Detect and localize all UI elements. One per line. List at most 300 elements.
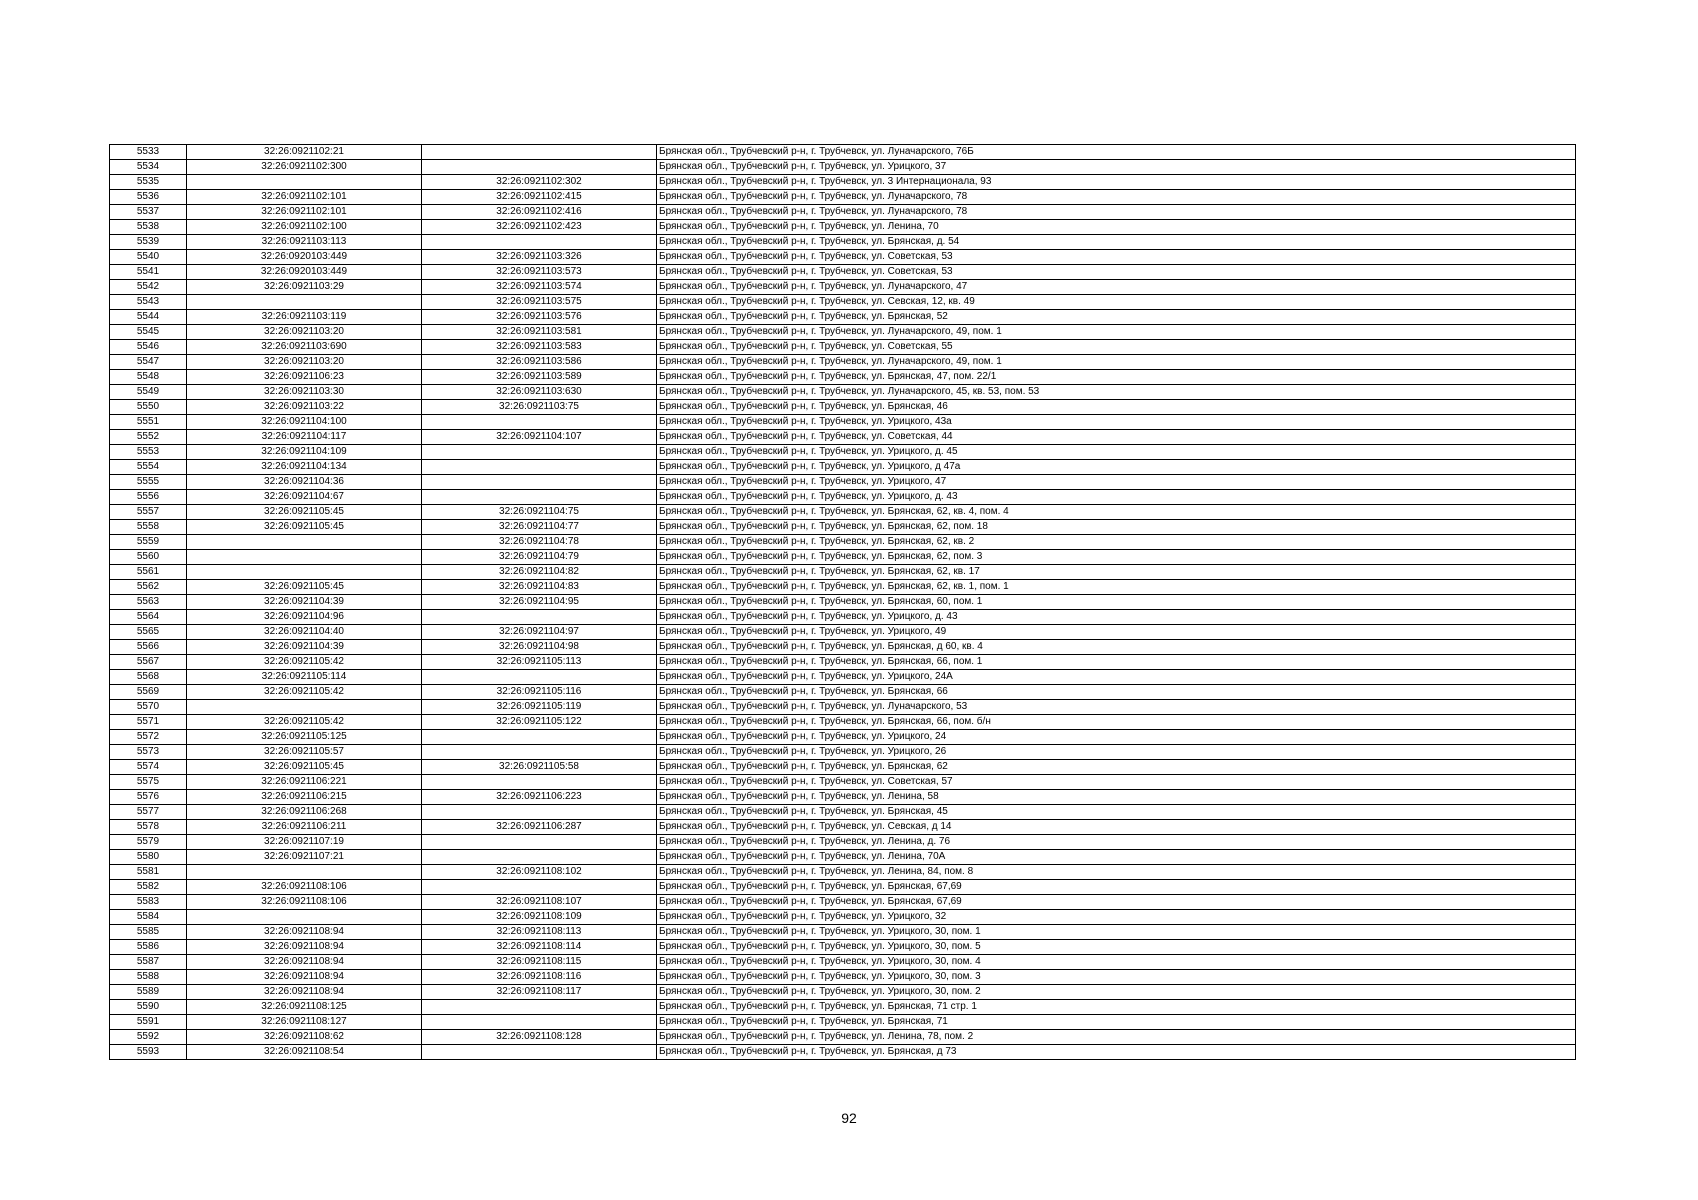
address-cell: Брянская обл., Трубчевский р-н, г. Трубчевск, ул. Урицкого, 24А: [657, 670, 1576, 685]
parcel-cadastral-number-cell: 32:26:0921106:221: [187, 775, 422, 790]
address-cell: Брянская обл., Трубчевский р-н, г. Трубчевск, ул. Брянская, 62, пом. 3: [657, 550, 1576, 565]
table-row: [110, 250, 1576, 265]
parcel-cadastral-number-cell: 32:26:0921108:106: [187, 880, 422, 895]
parcel-cadastral-number-cell: 32:26:0920103:449: [187, 265, 422, 280]
table-row: [110, 535, 1576, 550]
address-cell: Брянская обл., Трубчевский р-н, г. Трубчевск, ул. Луначарского, 49, пом. 1: [657, 325, 1576, 340]
parcel-cadastral-number-cell: [187, 910, 422, 925]
parcel-cadastral-number-cell: 32:26:0921107:19: [187, 835, 422, 850]
object-cadastral-number-cell: [422, 730, 657, 745]
address-cell: Брянская обл., Трубчевский р-н, г. Трубчевск, ул. Брянская, 62, кв. 2: [657, 535, 1576, 550]
row-number-cell: 5547: [110, 355, 187, 370]
object-cadastral-number-cell: [422, 445, 657, 460]
parcel-cadastral-number-cell: [187, 175, 422, 190]
row-number-cell: 5571: [110, 715, 187, 730]
table-row: [110, 280, 1576, 295]
row-number-cell: 5591: [110, 1015, 187, 1030]
address-cell: Брянская обл., Трубчевский р-н, г. Трубчевск, ул. Советская, 55: [657, 340, 1576, 355]
table-row: [110, 1045, 1576, 1060]
table-row: [110, 370, 1576, 385]
row-number-cell: 5569: [110, 685, 187, 700]
object-cadastral-number-cell: 32:26:0921103:575: [422, 295, 657, 310]
parcel-cadastral-number-cell: 32:26:0920103:449: [187, 250, 422, 265]
object-cadastral-number-cell: 32:26:0921108:102: [422, 865, 657, 880]
address-cell: Брянская обл., Трубчевский р-н, г. Трубчевск, ул. Советская, 53: [657, 265, 1576, 280]
table-row: [110, 835, 1576, 850]
object-cadastral-number-cell: 32:26:0921104:98: [422, 640, 657, 655]
parcel-cadastral-number-cell: 32:26:0921106:215: [187, 790, 422, 805]
table-row: [110, 655, 1576, 670]
row-number-cell: 5543: [110, 295, 187, 310]
row-number-cell: 5568: [110, 670, 187, 685]
object-cadastral-number-cell: 32:26:0921106:223: [422, 790, 657, 805]
row-number-cell: 5555: [110, 475, 187, 490]
object-cadastral-number-cell: [422, 415, 657, 430]
object-cadastral-number-cell: 32:26:0921105:122: [422, 715, 657, 730]
object-cadastral-number-cell: [422, 1045, 657, 1060]
row-number-cell: 5538: [110, 220, 187, 235]
address-cell: Брянская обл., Трубчевский р-н, г. Трубчевск, ул. Урицкого, 47: [657, 475, 1576, 490]
address-cell: Брянская обл., Трубчевский р-н, г. Трубчевск, ул. Брянская, 66, пом. 1: [657, 655, 1576, 670]
parcel-cadastral-number-cell: 32:26:0921103:113: [187, 235, 422, 250]
object-cadastral-number-cell: [422, 1015, 657, 1030]
object-cadastral-number-cell: [422, 475, 657, 490]
table-row: [110, 520, 1576, 535]
object-cadastral-number-cell: 32:26:0921103:576: [422, 310, 657, 325]
table-row: [110, 475, 1576, 490]
object-cadastral-number-cell: 32:26:0921104:97: [422, 625, 657, 640]
table-row: [110, 640, 1576, 655]
address-cell: Брянская обл., Трубчевский р-н, г. Трубчевск, ул. Брянская, 52: [657, 310, 1576, 325]
row-number-cell: 5577: [110, 805, 187, 820]
parcel-cadastral-number-cell: 32:26:0921108:127: [187, 1015, 422, 1030]
address-cell: Брянская обл., Трубчевский р-н, г. Трубчевск, ул. Урицкого, 30, пом. 3: [657, 970, 1576, 985]
table-row: [110, 775, 1576, 790]
object-cadastral-number-cell: 32:26:0921103:75: [422, 400, 657, 415]
parcel-cadastral-number-cell: 32:26:0921105:42: [187, 655, 422, 670]
address-cell: Брянская обл., Трубчевский р-н, г. Трубчевск, ул. Урицкого, 37: [657, 160, 1576, 175]
row-number-cell: 5583: [110, 895, 187, 910]
row-number-cell: 5584: [110, 910, 187, 925]
object-cadastral-number-cell: [422, 160, 657, 175]
object-cadastral-number-cell: 32:26:0921102:302: [422, 175, 657, 190]
row-number-cell: 5570: [110, 700, 187, 715]
address-cell: Брянская обл., Трубчевский р-н, г. Трубчевск, ул. Урицкого, 43а: [657, 415, 1576, 430]
object-cadastral-number-cell: 32:26:0921105:113: [422, 655, 657, 670]
object-cadastral-number-cell: 32:26:0921103:630: [422, 385, 657, 400]
parcel-cadastral-number-cell: 32:26:0921104:117: [187, 430, 422, 445]
object-cadastral-number-cell: 32:26:0921104:78: [422, 535, 657, 550]
row-number-cell: 5549: [110, 385, 187, 400]
parcel-cadastral-number-cell: [187, 535, 422, 550]
address-cell: Брянская обл., Трубчевский р-н, г. Трубчевск, ул. Севская, 12, кв. 49: [657, 295, 1576, 310]
object-cadastral-number-cell: [422, 880, 657, 895]
table-row: [110, 790, 1576, 805]
address-cell: Брянская обл., Трубчевский р-н, г. Трубчевск, ул. Урицкого, 49: [657, 625, 1576, 640]
parcel-cadastral-number-cell: 32:26:0921103:30: [187, 385, 422, 400]
row-number-cell: 5542: [110, 280, 187, 295]
row-number-cell: 5567: [110, 655, 187, 670]
table-row: [110, 1000, 1576, 1015]
object-cadastral-number-cell: 32:26:0921108:116: [422, 970, 657, 985]
row-number-cell: 5534: [110, 160, 187, 175]
object-cadastral-number-cell: 32:26:0921103:574: [422, 280, 657, 295]
parcel-cadastral-number-cell: 32:26:0921105:114: [187, 670, 422, 685]
address-cell: Брянская обл., Трубчевский р-н, г. Трубчевск, ул. Брянская, 46: [657, 400, 1576, 415]
object-cadastral-number-cell: [422, 670, 657, 685]
table-row: [110, 490, 1576, 505]
address-cell: Брянская обл., Трубчевский р-н, г. Трубчевск, ул. Брянская, 66: [657, 685, 1576, 700]
address-cell: Брянская обл., Трубчевский р-н, г. Трубчевск, ул. Брянская, 67,69: [657, 895, 1576, 910]
object-cadastral-number-cell: 32:26:0921108:128: [422, 1030, 657, 1045]
parcel-cadastral-number-cell: 32:26:0921108:54: [187, 1045, 422, 1060]
parcel-cadastral-number-cell: 32:26:0921108:94: [187, 970, 422, 985]
table-row: [110, 595, 1576, 610]
parcel-cadastral-number-cell: 32:26:0921105:45: [187, 520, 422, 535]
address-cell: Брянская обл., Трубчевский р-н, г. Трубчевск, ул. Брянская, 62, кв. 1, пом. 1: [657, 580, 1576, 595]
table-row: [110, 190, 1576, 205]
parcel-cadastral-number-cell: [187, 295, 422, 310]
object-cadastral-number-cell: 32:26:0921103:326: [422, 250, 657, 265]
address-cell: Брянская обл., Трубчевский р-н, г. Трубчевск, ул. Луначарского, 76Б: [657, 145, 1576, 160]
object-cadastral-number-cell: 32:26:0921103:583: [422, 340, 657, 355]
object-cadastral-number-cell: 32:26:0921103:573: [422, 265, 657, 280]
parcel-cadastral-number-cell: 32:26:0921105:45: [187, 580, 422, 595]
address-cell: Брянская обл., Трубчевский р-н, г. Трубчевск, ул. Брянская, д 73: [657, 1045, 1576, 1060]
address-cell: Брянская обл., Трубчевский р-н, г. Трубчевск, ул. Ленина, 70А: [657, 850, 1576, 865]
row-number-cell: 5540: [110, 250, 187, 265]
table-row: [110, 1015, 1576, 1030]
address-cell: Брянская обл., Трубчевский р-н, г. Трубчевск, ул. Урицкого, 30, пом. 4: [657, 955, 1576, 970]
table-row: [110, 880, 1576, 895]
row-number-cell: 5592: [110, 1030, 187, 1045]
row-number-cell: 5560: [110, 550, 187, 565]
address-cell: Брянская обл., Трубчевский р-н, г. Трубчевск, ул. Брянская, д 60, кв. 4: [657, 640, 1576, 655]
row-number-cell: 5554: [110, 460, 187, 475]
table-row: [110, 745, 1576, 760]
address-cell: Брянская обл., Трубчевский р-н, г. Трубчевск, ул. Брянская, 62: [657, 760, 1576, 775]
address-cell: Брянская обл., Трубчевский р-н, г. Трубчевск, ул. Советская, 57: [657, 775, 1576, 790]
address-cell: Брянская обл., Трубчевский р-н, г. Трубчевск, ул. Урицкого, д. 43: [657, 490, 1576, 505]
table-row: [110, 295, 1576, 310]
parcel-cadastral-number-cell: 32:26:0921105:42: [187, 685, 422, 700]
object-cadastral-number-cell: [422, 490, 657, 505]
address-cell: Брянская обл., Трубчевский р-н, г. Трубчевск, ул. Севская, д 14: [657, 820, 1576, 835]
parcel-cadastral-number-cell: 32:26:0921103:29: [187, 280, 422, 295]
table-row: [110, 700, 1576, 715]
object-cadastral-number-cell: 32:26:0921104:75: [422, 505, 657, 520]
address-cell: Брянская обл., Трубчевский р-н, г. Трубчевск, ул. Луначарского, 78: [657, 190, 1576, 205]
object-cadastral-number-cell: 32:26:0921108:107: [422, 895, 657, 910]
parcel-cadastral-number-cell: 32:26:0921104:67: [187, 490, 422, 505]
row-number-cell: 5575: [110, 775, 187, 790]
row-number-cell: 5563: [110, 595, 187, 610]
address-cell: Брянская обл., Трубчевский р-н, г. Трубчевск, ул. Луначарского, 45, кв. 53, пом. 53: [657, 385, 1576, 400]
parcel-cadastral-number-cell: 32:26:0921104:40: [187, 625, 422, 640]
parcel-cadastral-number-cell: [187, 550, 422, 565]
address-cell: Брянская обл., Трубчевский р-н, г. Трубчевск, ул. Брянская, 62, пом. 18: [657, 520, 1576, 535]
address-cell: Брянская обл., Трубчевский р-н, г. Трубчевск, ул. Брянская, 60, пом. 1: [657, 595, 1576, 610]
table-row: [110, 355, 1576, 370]
address-cell: Брянская обл., Трубчевский р-н, г. Трубчевск, ул. Брянская, 62, кв. 4, пом. 4: [657, 505, 1576, 520]
parcel-cadastral-number-cell: [187, 565, 422, 580]
object-cadastral-number-cell: [422, 1000, 657, 1015]
object-cadastral-number-cell: 32:26:0921103:586: [422, 355, 657, 370]
row-number-cell: 5535: [110, 175, 187, 190]
table-row: [110, 205, 1576, 220]
object-cadastral-number-cell: 32:26:0921103:581: [422, 325, 657, 340]
object-cadastral-number-cell: 32:26:0921106:287: [422, 820, 657, 835]
row-number-cell: 5581: [110, 865, 187, 880]
address-cell: Брянская обл., Трубчевский р-н, г. Трубчевск, ул. Брянская, 45: [657, 805, 1576, 820]
object-cadastral-number-cell: 32:26:0921102:415: [422, 190, 657, 205]
row-number-cell: 5582: [110, 880, 187, 895]
row-number-cell: 5588: [110, 970, 187, 985]
object-cadastral-number-cell: 32:26:0921105:116: [422, 685, 657, 700]
object-cadastral-number-cell: 32:26:0921104:107: [422, 430, 657, 445]
table-row: [110, 715, 1576, 730]
row-number-cell: 5559: [110, 535, 187, 550]
table-row: [110, 955, 1576, 970]
parcel-cadastral-number-cell: 32:26:0921105:42: [187, 715, 422, 730]
parcel-cadastral-number-cell: 32:26:0921102:300: [187, 160, 422, 175]
row-number-cell: 5545: [110, 325, 187, 340]
row-number-cell: 5578: [110, 820, 187, 835]
object-cadastral-number-cell: [422, 745, 657, 760]
address-cell: Брянская обл., Трубчевский р-н, г. Трубчевск, ул. Луначарского, 47: [657, 280, 1576, 295]
parcel-cadastral-number-cell: 32:26:0921104:96: [187, 610, 422, 625]
parcel-cadastral-number-cell: 32:26:0921105:45: [187, 760, 422, 775]
row-number-cell: 5553: [110, 445, 187, 460]
parcel-cadastral-number-cell: 32:26:0921102:21: [187, 145, 422, 160]
registry-table-body: [110, 145, 1576, 1060]
parcel-cadastral-number-cell: 32:26:0921103:20: [187, 355, 422, 370]
table-row: [110, 820, 1576, 835]
object-cadastral-number-cell: 32:26:0921103:589: [422, 370, 657, 385]
row-number-cell: 5544: [110, 310, 187, 325]
parcel-cadastral-number-cell: 32:26:0921108:62: [187, 1030, 422, 1045]
address-cell: Брянская обл., Трубчевский р-н, г. Трубчевск, ул. Брянская, 47, пом. 22/1: [657, 370, 1576, 385]
table-row: [110, 625, 1576, 640]
address-cell: Брянская обл., Трубчевский р-н, г. Трубчевск, ул. Брянская, 67,69: [657, 880, 1576, 895]
parcel-cadastral-number-cell: 32:26:0921105:125: [187, 730, 422, 745]
parcel-cadastral-number-cell: 32:26:0921108:94: [187, 925, 422, 940]
parcel-cadastral-number-cell: 32:26:0921107:21: [187, 850, 422, 865]
table-row: [110, 220, 1576, 235]
row-number-cell: 5552: [110, 430, 187, 445]
object-cadastral-number-cell: 32:26:0921108:114: [422, 940, 657, 955]
table-row: [110, 340, 1576, 355]
table-row: [110, 400, 1576, 415]
row-number-cell: 5590: [110, 1000, 187, 1015]
row-number-cell: 5572: [110, 730, 187, 745]
parcel-cadastral-number-cell: 32:26:0921108:94: [187, 955, 422, 970]
table-row: [110, 940, 1576, 955]
table-row: [110, 235, 1576, 250]
object-cadastral-number-cell: [422, 835, 657, 850]
row-number-cell: 5561: [110, 565, 187, 580]
row-number-cell: 5573: [110, 745, 187, 760]
object-cadastral-number-cell: [422, 235, 657, 250]
parcel-cadastral-number-cell: 32:26:0921102:101: [187, 205, 422, 220]
object-cadastral-number-cell: 32:26:0921108:113: [422, 925, 657, 940]
parcel-cadastral-number-cell: 32:26:0921108:94: [187, 940, 422, 955]
table-row: [110, 925, 1576, 940]
row-number-cell: 5587: [110, 955, 187, 970]
address-cell: Брянская обл., Трубчевский р-н, г. Трубчевск, ул. Урицкого, 32: [657, 910, 1576, 925]
row-number-cell: 5539: [110, 235, 187, 250]
row-number-cell: 5566: [110, 640, 187, 655]
address-cell: Брянская обл., Трубчевский р-н, г. Трубчевск, ул. Ленина, 84, пом. 8: [657, 865, 1576, 880]
address-cell: Брянская обл., Трубчевский р-н, г. Трубчевск, ул. Советская, 53: [657, 250, 1576, 265]
address-cell: Брянская обл., Трубчевский р-н, г. Трубчевск, ул. Урицкого, д. 43: [657, 610, 1576, 625]
address-cell: Брянская обл., Трубчевский р-н, г. Трубчевск, ул. Брянская, 71: [657, 1015, 1576, 1030]
table-row: [110, 415, 1576, 430]
table-row: [110, 685, 1576, 700]
address-cell: Брянская обл., Трубчевский р-н, г. Трубчевск, ул. Ленина, 78, пом. 2: [657, 1030, 1576, 1045]
table-row: [110, 445, 1576, 460]
row-number-cell: 5589: [110, 985, 187, 1000]
parcel-cadastral-number-cell: 32:26:0921103:22: [187, 400, 422, 415]
table-row: [110, 730, 1576, 745]
object-cadastral-number-cell: 32:26:0921108:117: [422, 985, 657, 1000]
table-row: [110, 175, 1576, 190]
registry-table: [109, 144, 1576, 1060]
address-cell: Брянская обл., Трубчевский р-н, г. Трубчевск, ул. 3 Интернационала, 93: [657, 175, 1576, 190]
object-cadastral-number-cell: [422, 460, 657, 475]
address-cell: Брянская обл., Трубчевский р-н, г. Трубчевск, ул. Брянская, 66, пом. б/н: [657, 715, 1576, 730]
parcel-cadastral-number-cell: 32:26:0921105:57: [187, 745, 422, 760]
address-cell: Брянская обл., Трубчевский р-н, г. Трубчевск, ул. Урицкого, 30, пом. 2: [657, 985, 1576, 1000]
row-number-cell: 5558: [110, 520, 187, 535]
row-number-cell: 5576: [110, 790, 187, 805]
address-cell: Брянская обл., Трубчевский р-н, г. Трубчевск, ул. Советская, 44: [657, 430, 1576, 445]
parcel-cadastral-number-cell: 32:26:0921104:36: [187, 475, 422, 490]
table-row: [110, 310, 1576, 325]
parcel-cadastral-number-cell: 32:26:0921106:23: [187, 370, 422, 385]
object-cadastral-number-cell: [422, 850, 657, 865]
parcel-cadastral-number-cell: [187, 700, 422, 715]
table-row: [110, 970, 1576, 985]
row-number-cell: 5550: [110, 400, 187, 415]
row-number-cell: 5551: [110, 415, 187, 430]
object-cadastral-number-cell: 32:26:0921105:119: [422, 700, 657, 715]
parcel-cadastral-number-cell: 32:26:0921104:100: [187, 415, 422, 430]
table-row: [110, 805, 1576, 820]
address-cell: Брянская обл., Трубчевский р-н, г. Трубчевск, ул. Ленина, 58: [657, 790, 1576, 805]
table-row: [110, 460, 1576, 475]
table-row: [110, 1030, 1576, 1045]
parcel-cadastral-number-cell: 32:26:0921106:211: [187, 820, 422, 835]
table-row: [110, 760, 1576, 775]
table-row: [110, 550, 1576, 565]
table-row: [110, 610, 1576, 625]
table-row: [110, 580, 1576, 595]
address-cell: Брянская обл., Трубчевский р-н, г. Трубчевск, ул. Брянская, 62, кв. 17: [657, 565, 1576, 580]
parcel-cadastral-number-cell: 32:26:0921104:39: [187, 640, 422, 655]
parcel-cadastral-number-cell: 32:26:0921103:119: [187, 310, 422, 325]
address-cell: Брянская обл., Трубчевский р-н, г. Трубчевск, ул. Луначарского, 53: [657, 700, 1576, 715]
address-cell: Брянская обл., Трубчевский р-н, г. Трубчевск, ул. Урицкого, 26: [657, 745, 1576, 760]
object-cadastral-number-cell: 32:26:0921108:115: [422, 955, 657, 970]
row-number-cell: 5564: [110, 610, 187, 625]
address-cell: Брянская обл., Трубчевский р-н, г. Трубчевск, ул. Урицкого, 30, пом. 1: [657, 925, 1576, 940]
parcel-cadastral-number-cell: 32:26:0921104:109: [187, 445, 422, 460]
object-cadastral-number-cell: 32:26:0921104:95: [422, 595, 657, 610]
address-cell: Брянская обл., Трубчевский р-н, г. Трубчевск, ул. Ленина, д. 76: [657, 835, 1576, 850]
parcel-cadastral-number-cell: 32:26:0921108:106: [187, 895, 422, 910]
address-cell: Брянская обл., Трубчевский р-н, г. Трубчевск, ул. Луначарского, 49, пом. 1: [657, 355, 1576, 370]
parcel-cadastral-number-cell: 32:26:0921104:134: [187, 460, 422, 475]
table-row: [110, 145, 1576, 160]
row-number-cell: 5556: [110, 490, 187, 505]
table-row: [110, 985, 1576, 1000]
table-row: [110, 910, 1576, 925]
parcel-cadastral-number-cell: 32:26:0921103:20: [187, 325, 422, 340]
parcel-cadastral-number-cell: 32:26:0921102:100: [187, 220, 422, 235]
address-cell: Брянская обл., Трубчевский р-н, г. Трубчевск, ул. Урицкого, д. 45: [657, 445, 1576, 460]
address-cell: Брянская обл., Трубчевский р-н, г. Трубчевск, ул. Урицкого, д 47а: [657, 460, 1576, 475]
table-row: [110, 325, 1576, 340]
address-cell: Брянская обл., Трубчевский р-н, г. Трубчевск, ул. Брянская, д. 54: [657, 235, 1576, 250]
object-cadastral-number-cell: 32:26:0921104:77: [422, 520, 657, 535]
page-number: 92: [841, 1110, 857, 1126]
row-number-cell: 5579: [110, 835, 187, 850]
table-row: [110, 850, 1576, 865]
object-cadastral-number-cell: [422, 610, 657, 625]
object-cadastral-number-cell: 32:26:0921108:109: [422, 910, 657, 925]
table-row: [110, 565, 1576, 580]
row-number-cell: 5585: [110, 925, 187, 940]
object-cadastral-number-cell: 32:26:0921104:82: [422, 565, 657, 580]
parcel-cadastral-number-cell: 32:26:0921105:45: [187, 505, 422, 520]
table-row: [110, 385, 1576, 400]
row-number-cell: 5562: [110, 580, 187, 595]
row-number-cell: 5557: [110, 505, 187, 520]
row-number-cell: 5574: [110, 760, 187, 775]
object-cadastral-number-cell: 32:26:0921104:79: [422, 550, 657, 565]
object-cadastral-number-cell: 32:26:0921102:416: [422, 205, 657, 220]
object-cadastral-number-cell: [422, 805, 657, 820]
parcel-cadastral-number-cell: 32:26:0921103:690: [187, 340, 422, 355]
row-number-cell: 5533: [110, 145, 187, 160]
parcel-cadastral-number-cell: [187, 865, 422, 880]
row-number-cell: 5586: [110, 940, 187, 955]
parcel-cadastral-number-cell: 32:26:0921108:94: [187, 985, 422, 1000]
parcel-cadastral-number-cell: 32:26:0921104:39: [187, 595, 422, 610]
table-row: [110, 865, 1576, 880]
address-cell: Брянская обл., Трубчевский р-н, г. Трубчевск, ул. Брянская, 71 стр. 1: [657, 1000, 1576, 1015]
object-cadastral-number-cell: [422, 775, 657, 790]
table-row: [110, 670, 1576, 685]
table-row: [110, 430, 1576, 445]
address-cell: Брянская обл., Трубчевский р-н, г. Трубчевск, ул. Урицкого, 30, пом. 5: [657, 940, 1576, 955]
row-number-cell: 5541: [110, 265, 187, 280]
table-row: [110, 265, 1576, 280]
parcel-cadastral-number-cell: 32:26:0921106:268: [187, 805, 422, 820]
object-cadastral-number-cell: 32:26:0921105:58: [422, 760, 657, 775]
table-row: [110, 895, 1576, 910]
object-cadastral-number-cell: 32:26:0921104:83: [422, 580, 657, 595]
row-number-cell: 5580: [110, 850, 187, 865]
parcel-cadastral-number-cell: 32:26:0921102:101: [187, 190, 422, 205]
table-row: [110, 505, 1576, 520]
address-cell: Брянская обл., Трубчевский р-н, г. Трубчевск, ул. Урицкого, 24: [657, 730, 1576, 745]
parcel-cadastral-number-cell: 32:26:0921108:125: [187, 1000, 422, 1015]
row-number-cell: 5593: [110, 1045, 187, 1060]
row-number-cell: 5565: [110, 625, 187, 640]
row-number-cell: 5536: [110, 190, 187, 205]
